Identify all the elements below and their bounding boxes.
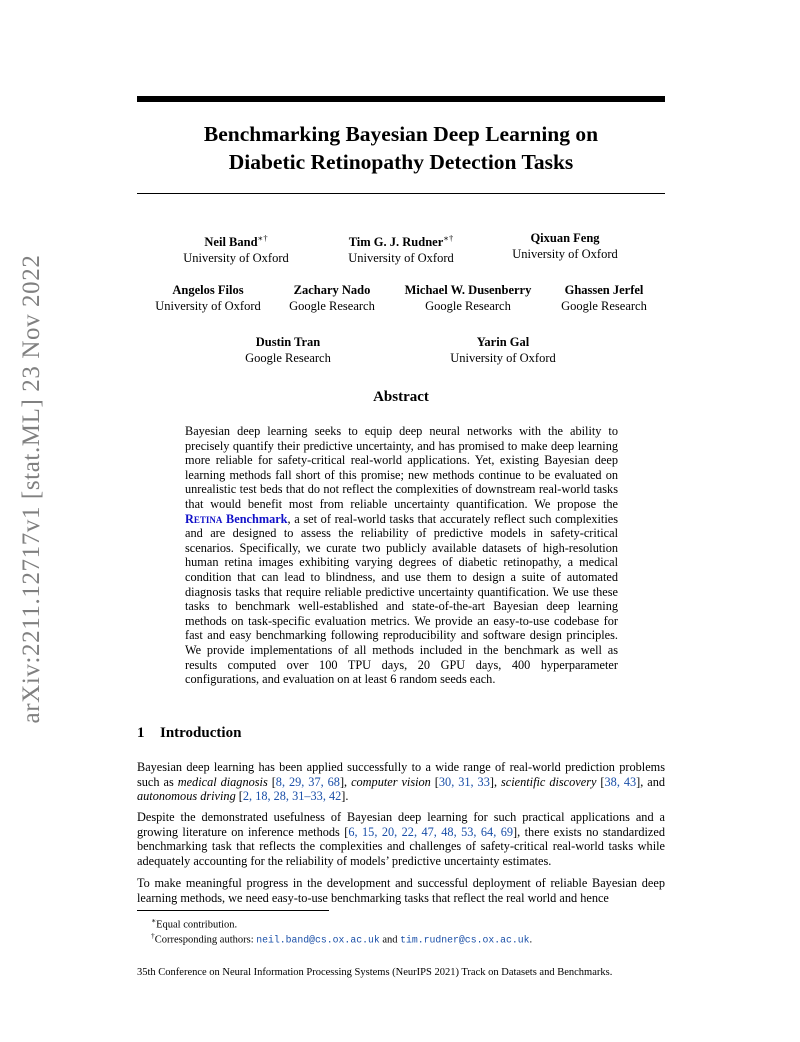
author-affiliation: Google Research bbox=[245, 350, 331, 365]
citation-link[interactable]: 2, 18, 28, 31–33, 42 bbox=[242, 789, 342, 804]
abstract-text: , a set of real-world tasks that accurately reflect such complexities and are designed to assess the reliability of predictive models in safety-critical scenarios. Specifically, we curate two publicly available datasets of high-resolution human retina images exhibiting varying degrees of diabetic retinopathy, a medical condition that can lead to blindness, and use them to design a suite of automated diagnosis tasks that require reliable predictive uncertainty quantification. We use these tasks to benchmark well-established and state-of-the-art Bayesian deep learning methods on task-specific evaluation metrics. We provide an easy-to-use codebase for fast and easy benchmarking following reproducibility and software design principles. We provide implementations of all methods included in the benchmark as well as results computed over 100 TPU days, 20 GPU days, 400 hyperparameter configurations, and evaluation on at least 6 random seeds each. bbox=[185, 511, 618, 687]
author-affiliation: University of Oxford bbox=[183, 250, 289, 265]
citation-link[interactable]: 6, 15, 20, 22, 47, 48, 53, 64, 69 bbox=[348, 824, 514, 839]
author-name: Tim G. J. Rudner bbox=[348, 235, 444, 250]
author-block bbox=[552, 283, 656, 314]
title-line-2: Diabetic Retinopathy Detection Tasks bbox=[228, 150, 574, 174]
footnote-equal: ∗Equal contribution. bbox=[151, 916, 238, 931]
abstract-text: Bayesian deep learning seeks to equip deep neural networks with the ability to precisely quantify their predictive uncertainty, and has promised to make deep learning more reliable for safety-critical real-world applications. Yet, existing Bayesian deep learning methods fall short of this promise; new methods continue to be evaluated on unrealistic test beds that do not reflect the complexities of downstream real-world tasks that would benefit most from reliable uncertainty quantification. We propose the bbox=[185, 424, 618, 511]
author-name: Angelos Filos bbox=[172, 283, 244, 297]
conference-note: 35th Conference on Neural Information Processing Systems (NeurIPS 2021) Track on Datasets and Benchmarks. bbox=[137, 967, 613, 978]
citation-link[interactable]: 38, 43 bbox=[604, 774, 637, 789]
author-block bbox=[336, 231, 466, 266]
author-name: Yarin Gal bbox=[476, 335, 530, 349]
retina-smallcaps: Retina bbox=[185, 511, 223, 526]
author-name: Qixuan Feng bbox=[530, 231, 600, 245]
author-name: Neil Band bbox=[204, 235, 258, 250]
abstract-heading: Abstract bbox=[373, 389, 429, 405]
arxiv-stamp: arXiv:2211.12717v1 [stat.ML] 23 Nov 2022 bbox=[18, 254, 45, 724]
title-top-rule bbox=[137, 96, 665, 102]
author-name: Ghassen Jerfel bbox=[564, 283, 644, 297]
author-block bbox=[145, 283, 271, 314]
author-affiliation: University of Oxford bbox=[512, 246, 618, 261]
footnote-corresponding: †Corresponding authors: neil.band@cs.ox.ac.uk and tim.rudner@cs.ox.ac.uk. bbox=[151, 931, 533, 946]
author-block bbox=[236, 335, 340, 366]
author-name: Michael W. Dusenberry bbox=[404, 283, 532, 297]
abstract-body bbox=[185, 424, 618, 687]
citation-link[interactable]: 30, 31, 33 bbox=[438, 774, 490, 789]
author-block bbox=[172, 231, 300, 266]
email-link[interactable]: neil.band@cs.ox.ac.uk bbox=[256, 934, 380, 946]
citation-link[interactable]: 8, 29, 37, 68 bbox=[275, 774, 340, 789]
author-affiliation: Google Research bbox=[289, 298, 375, 313]
retina-benchmark-link[interactable] bbox=[185, 512, 288, 526]
author-name: Dustin Tran bbox=[255, 335, 321, 349]
section-title: Introduction bbox=[160, 725, 242, 741]
author-affiliation: University of Oxford bbox=[348, 250, 454, 265]
author-name: Zachary Nado bbox=[293, 283, 371, 297]
section-heading bbox=[137, 725, 241, 742]
intro-paragraph: Bayesian deep learning has been applied successfully to a wide range of real-world prediction problems such as medical diagnosis [8, 29, 37, 68], computer vision [30, 31, 33], scientific discovery [38, 43], and autonomous driving [2, 18, 28, 31–33, 42]. bbox=[137, 760, 666, 804]
author-affiliation: Google Research bbox=[425, 298, 511, 313]
author-block bbox=[500, 231, 630, 262]
author-affiliation: Google Research bbox=[561, 298, 647, 313]
author-block bbox=[393, 283, 543, 314]
author-marks: ∗† bbox=[257, 233, 268, 243]
author-marks: ∗† bbox=[443, 233, 454, 243]
footnote-rule bbox=[137, 910, 329, 911]
title-line-1: Benchmarking Bayesian Deep Learning on bbox=[203, 122, 599, 146]
author-block bbox=[438, 335, 568, 366]
paper-title bbox=[137, 120, 665, 176]
intro-paragraph: Despite the demonstrated usefulness of Bayesian deep learning for such practical applications and a growing literature on inference methods [6, 15, 20, 22, 47, 48, 53, 64, 69], there exists no standardized benchmarking task that reflects the complexities and challenges of safety-critical real-world tasks while adequately accounting for the reliability of models’ predictive uncertainty estimates. bbox=[137, 810, 665, 868]
intro-paragraph: To make meaningful progress in the development and successful deployment of reliable Bayesian deep learning methods, we need easy-to-use benchmarking tasks that reflect the real world and hence bbox=[137, 876, 665, 905]
title-bottom-rule bbox=[137, 193, 665, 194]
author-block bbox=[281, 283, 383, 314]
author-affiliation: University of Oxford bbox=[155, 298, 261, 313]
section-number: 1 bbox=[137, 725, 145, 741]
email-link[interactable]: tim.rudner@cs.ox.ac.uk bbox=[400, 934, 530, 946]
author-affiliation: University of Oxford bbox=[450, 350, 556, 365]
benchmark-link-text: Benchmark bbox=[222, 511, 288, 526]
